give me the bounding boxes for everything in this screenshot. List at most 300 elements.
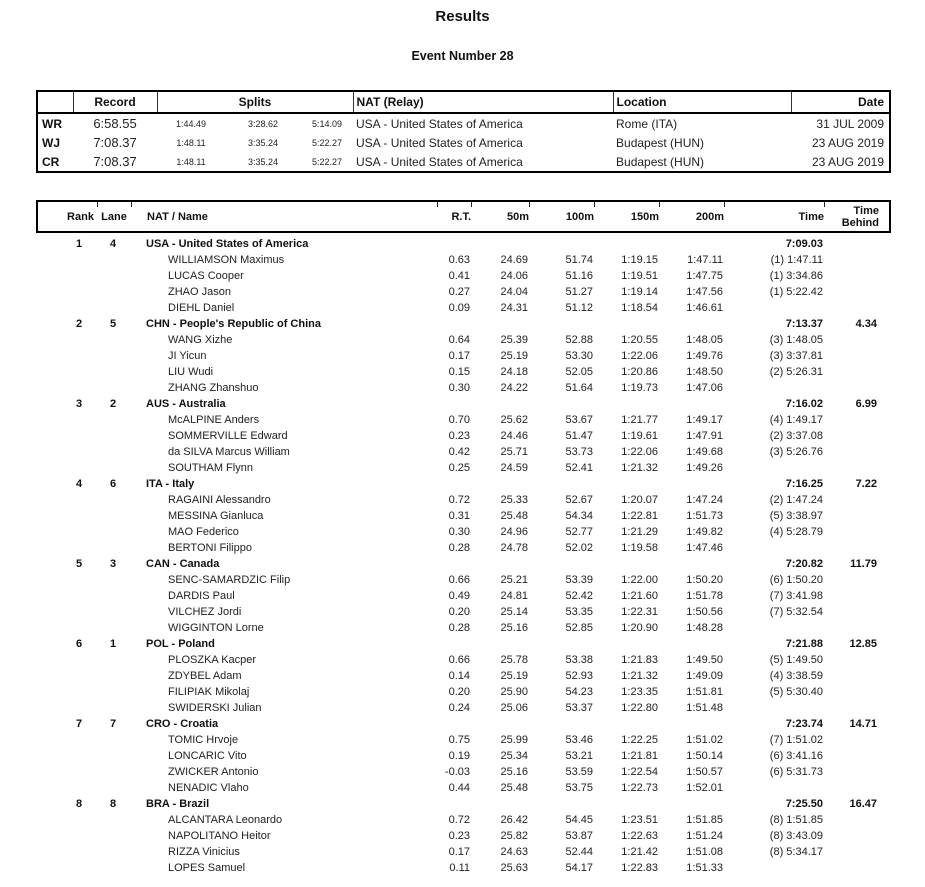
swimmer-name-cell: JI Yicun: [168, 350, 207, 362]
swimmer-rank-cell: [36, 604, 96, 620]
swimmer-rank-cell: [36, 300, 96, 316]
swimmer-200m-cell: 1:51.85: [686, 814, 723, 826]
record-header-row: [37, 91, 890, 113]
team-50m-cell: [470, 556, 528, 572]
swimmer-200m-cell: 1:48.50: [686, 366, 723, 378]
swimmer-rank-cell: [36, 284, 96, 300]
team-lane-cell: 6: [109, 478, 117, 490]
swimmer-rank-cell: [36, 412, 96, 428]
swimmer-row: [36, 764, 889, 780]
swimmer-100m-cell: 52.42: [565, 590, 593, 602]
swimmer-cumulative-time-cell: (4) 1:49.17: [769, 414, 823, 426]
swimmer-row: [36, 780, 889, 796]
swimmer-rank-cell: [36, 460, 96, 476]
swimmer-lane-cell: [96, 764, 130, 780]
swimmer-50m-cell: 24.81: [500, 590, 528, 602]
swimmer-150m-cell: 1:22.25: [621, 734, 658, 746]
swimmer-lane-cell: [96, 700, 130, 716]
record-date: 31 JUL 2009: [816, 116, 885, 131]
swimmer-150m-cell: 1:22.31: [621, 606, 658, 618]
swimmer-row: [36, 812, 889, 828]
swimmer-100m-cell: 51.47: [565, 430, 593, 442]
swimmer-100m-cell: 53.87: [565, 830, 593, 842]
swimmer-cumulative-time-cell: (5) 3:38.97: [769, 510, 823, 522]
record-split-1: 1:44.49: [175, 118, 207, 129]
swimmer-rt-cell: 0.72: [448, 494, 470, 506]
swimmer-100m-cell: 54.45: [565, 814, 593, 826]
swimmer-name-cell: ZDYBEL Adam: [168, 670, 242, 682]
team-200m-cell: [658, 556, 723, 572]
swimmer-time-behind-cell: [823, 444, 889, 460]
team-time-behind-cell: 11.79: [850, 558, 877, 570]
swimmer-row: [36, 652, 889, 668]
swimmer-rt-cell: 0.30: [448, 526, 470, 538]
swimmer-150m-cell: 1:22.83: [621, 862, 658, 874]
swimmer-rank-cell: [36, 268, 96, 284]
swimmer-row: [36, 604, 889, 620]
swimmer-200m-cell: 1:51.33: [686, 862, 723, 874]
swimmer-time-behind-cell: [823, 380, 889, 396]
swimmer-200m-cell: 1:49.50: [686, 654, 723, 666]
swimmer-150m-cell: 1:19.14: [621, 286, 658, 298]
swimmer-row: [36, 332, 889, 348]
swimmer-200m-cell: 1:51.08: [686, 846, 723, 858]
team-150m-cell: [593, 716, 658, 732]
swimmer-row: [36, 492, 889, 508]
team-name-cell: AUS - Australia: [146, 398, 226, 410]
record-split-3: 5:22.27: [311, 137, 343, 148]
team-lane-cell: 5: [109, 318, 117, 330]
swimmer-cumulative-time-cell: (7) 1:51.02: [769, 734, 823, 746]
record-row-wj: [37, 133, 890, 152]
swimmer-rank-cell: [36, 764, 96, 780]
team-rt-cell: [436, 716, 470, 732]
swimmer-cumulative-time-cell: (5) 5:30.40: [769, 686, 823, 698]
swimmer-150m-cell: 1:21.32: [621, 670, 658, 682]
swimmer-time-behind-cell: [823, 812, 889, 828]
swimmer-name-cell: SENC-SAMARDZIC Filip: [168, 574, 291, 586]
team-100m-cell: [528, 476, 593, 492]
team-time-cell: 7:21.88: [785, 638, 823, 650]
team-time-cell: 7:25.50: [785, 798, 823, 810]
swimmer-150m-cell: 1:22.63: [621, 830, 658, 842]
swimmer-cumulative-time-cell: (7) 3:41.98: [769, 590, 823, 602]
team-name-cell: POL - Poland: [146, 638, 215, 650]
team-150m-cell: [593, 236, 658, 252]
swimmer-cumulative-time-cell: (6) 1:50.20: [769, 574, 823, 586]
team-50m-cell: [470, 236, 528, 252]
team-time-behind-cell: [823, 236, 889, 252]
swimmer-rank-cell: [36, 492, 96, 508]
swimmer-rt-cell: 0.30: [448, 382, 470, 394]
swimmer-name-cell: LUCAS Cooper: [168, 270, 244, 282]
swimmer-150m-cell: 1:20.55: [621, 334, 658, 346]
swimmer-name-cell: NENADIC Vlaho: [168, 782, 249, 794]
swimmer-name-cell: LIU Wudi: [168, 366, 214, 378]
team-200m-cell: [658, 476, 723, 492]
swimmer-rank-cell: [36, 524, 96, 540]
swimmer-time-behind-cell: [823, 652, 889, 668]
swimmer-150m-cell: 1:20.86: [621, 366, 658, 378]
swimmer-row: [36, 572, 889, 588]
swimmer-200m-cell: 1:50.20: [686, 574, 723, 586]
swimmer-200m-cell: 1:47.06: [686, 382, 723, 394]
swimmer-150m-cell: 1:22.81: [621, 510, 658, 522]
swimmer-rt-cell: 0.11: [449, 862, 470, 874]
record-header-location: Location: [613, 91, 791, 113]
swimmer-name-cell: RAGAINI Alessandro: [168, 494, 271, 506]
swimmer-name-cell: SOUTHAM Flynn: [168, 462, 253, 474]
swimmer-name-cell: MAO Federico: [168, 526, 239, 538]
results-header-time-behind: [824, 201, 890, 232]
swimmer-200m-cell: 1:48.05: [686, 334, 723, 346]
swimmer-name-cell: BERTONI Filippo: [168, 542, 252, 554]
swimmer-time-behind-cell: [823, 524, 889, 540]
team-lane-cell: 3: [109, 558, 117, 570]
record-row-cr: [37, 152, 890, 172]
swimmer-cumulative-time-cell: (1) 5:22.42: [769, 286, 823, 298]
swimmer-cumulative-time-cell: (2) 3:37.08: [769, 430, 823, 442]
swimmer-lane-cell: [96, 572, 130, 588]
team-row: [36, 476, 889, 492]
team-50m-cell: [470, 796, 528, 812]
swimmer-name-cell: ZHANG Zhanshuo: [168, 382, 259, 394]
record-time: 7:08.37: [93, 135, 137, 150]
swimmer-200m-cell: 1:50.56: [686, 606, 723, 618]
swimmer-rank-cell: [36, 812, 96, 828]
team-lane-cell: 4: [109, 238, 117, 250]
swimmer-200m-cell: 1:51.48: [686, 702, 723, 714]
swimmer-50m-cell: 25.33: [500, 494, 528, 506]
swimmer-rt-cell: 0.15: [448, 366, 470, 378]
swimmer-cumulative-time-cell: (8) 5:34.17: [769, 846, 823, 858]
team-time-cell: 7:09.03: [785, 238, 823, 250]
swimmer-cumulative-time-cell: (3) 3:37.81: [769, 350, 823, 362]
swimmer-lane-cell: [96, 348, 130, 364]
swimmer-150m-cell: 1:23.51: [621, 814, 658, 826]
swimmer-name-cell: da SILVA Marcus William: [168, 446, 290, 458]
swimmer-lane-cell: [96, 380, 130, 396]
swimmer-rt-cell: 0.17: [448, 846, 470, 858]
team-rank-cell: 1: [75, 238, 83, 250]
swimmer-200m-cell: 1:48.28: [686, 622, 723, 634]
team-time-cell: 7:16.25: [785, 478, 823, 490]
team-time-cell: 7:20.82: [785, 558, 823, 570]
team-name-cell: USA - United States of America: [146, 238, 309, 250]
swimmer-cumulative-time-cell: (6) 5:31.73: [769, 766, 823, 778]
results-header-150m: 150m: [594, 201, 659, 232]
swimmer-100m-cell: 54.17: [565, 862, 593, 874]
swimmer-row: [36, 444, 889, 460]
swimmer-cumulative-time-cell: [723, 380, 823, 396]
swimmer-50m-cell: 25.62: [500, 414, 528, 426]
swimmer-row: [36, 364, 889, 380]
swimmer-name-cell: PLOSZKA Kacper: [168, 654, 257, 666]
record-location: Rome (ITA): [616, 116, 678, 131]
swimmer-cumulative-time-cell: (7) 5:32.54: [769, 606, 823, 618]
record-header-splits: Splits: [157, 91, 353, 113]
swimmer-150m-cell: 1:22.80: [621, 702, 658, 714]
swimmer-100m-cell: 52.05: [565, 366, 593, 378]
swimmer-rank-cell: [36, 620, 96, 636]
swimmer-rank-cell: [36, 780, 96, 796]
results-header-50m: 50m: [471, 201, 529, 232]
swimmer-rt-cell: -0.03: [444, 766, 470, 778]
swimmer-50m-cell: 24.31: [500, 302, 528, 314]
swimmer-200m-cell: 1:50.14: [686, 750, 723, 762]
team-rt-cell: [436, 236, 470, 252]
swimmer-cumulative-time-cell: (4) 5:28.79: [769, 526, 823, 538]
swimmer-lane-cell: [96, 332, 130, 348]
swimmer-50m-cell: 24.59: [500, 462, 528, 474]
record-nat: USA - United States of America: [356, 154, 523, 169]
results-header-rank: Rank: [67, 210, 94, 223]
team-rank-cell: 6: [75, 638, 83, 650]
swimmer-100m-cell: 54.23: [565, 686, 593, 698]
swimmer-lane-cell: [96, 252, 130, 268]
swimmer-lane-cell: [96, 492, 130, 508]
swimmer-row: [36, 700, 889, 716]
swimmer-row: [36, 412, 889, 428]
swimmer-time-behind-cell: [823, 604, 889, 620]
team-rank-cell: 7: [75, 718, 83, 730]
swimmer-rt-cell: 0.17: [448, 350, 470, 362]
swimmer-150m-cell: 1:21.42: [621, 846, 658, 858]
swimmer-rt-cell: 0.25: [448, 462, 470, 474]
swimmer-cumulative-time-cell: [723, 780, 823, 796]
swimmer-rank-cell: [36, 380, 96, 396]
swimmer-rt-cell: 0.72: [448, 814, 470, 826]
swimmer-150m-cell: 1:21.81: [621, 750, 658, 762]
team-lane-cell: 7: [109, 718, 117, 730]
swimmer-row: [36, 844, 889, 860]
swimmer-50m-cell: 25.34: [500, 750, 528, 762]
record-date: 23 AUG 2019: [811, 135, 885, 150]
team-time-cell: 7:13.37: [785, 318, 823, 330]
record-split-1: 1:48.11: [176, 156, 206, 167]
team-row: [36, 236, 889, 252]
swimmer-50m-cell: 24.04: [500, 286, 528, 298]
record-header-date: Date: [791, 91, 890, 113]
swimmer-cumulative-time-cell: (5) 1:49.50: [769, 654, 823, 666]
swimmer-rt-cell: 0.70: [448, 414, 470, 426]
swimmer-rt-cell: 0.66: [448, 654, 470, 666]
team-200m-cell: [658, 636, 723, 652]
swimmer-150m-cell: 1:21.29: [621, 526, 658, 538]
swimmer-50m-cell: 25.48: [500, 782, 528, 794]
swimmer-200m-cell: 1:50.57: [686, 766, 723, 778]
team-rt-cell: [436, 636, 470, 652]
record-split-3: 5:22.27: [311, 156, 343, 167]
swimmer-cumulative-time-cell: [723, 540, 823, 556]
swimmer-cumulative-time-cell: (2) 1:47.24: [769, 494, 823, 506]
swimmer-200m-cell: 1:49.26: [686, 462, 723, 474]
swimmer-50m-cell: 25.19: [500, 670, 528, 682]
team-name-cell: CHN - People's Republic of China: [146, 318, 321, 330]
team-row: [36, 316, 889, 332]
record-time: 7:08.37: [93, 154, 137, 169]
record-label: CR: [42, 154, 60, 169]
team-lane-cell: 8: [109, 798, 117, 810]
team-time-cell: 7:23.74: [785, 718, 823, 730]
swimmer-lane-cell: [96, 268, 130, 284]
swimmer-150m-cell: 1:21.32: [621, 462, 658, 474]
team-rt-cell: [436, 476, 470, 492]
swimmer-time-behind-cell: [823, 668, 889, 684]
swimmer-cumulative-time-cell: [723, 460, 823, 476]
swimmer-rt-cell: 0.63: [448, 254, 470, 266]
swimmer-200m-cell: 1:49.68: [686, 446, 723, 458]
swimmer-50m-cell: 24.78: [500, 542, 528, 554]
swimmer-rank-cell: [36, 332, 96, 348]
swimmer-rank-cell: [36, 428, 96, 444]
swimmer-50m-cell: 24.18: [500, 366, 528, 378]
swimmer-row: [36, 668, 889, 684]
team-time-behind-cell: 4.34: [855, 318, 877, 330]
team-time-behind-cell: 7.22: [855, 478, 877, 490]
swimmer-lane-cell: [96, 428, 130, 444]
record-label: WR: [42, 116, 62, 131]
team-lane-cell: 2: [109, 398, 117, 410]
team-time-behind-cell: 14.71: [849, 718, 877, 730]
swimmer-rank-cell: [36, 364, 96, 380]
swimmer-rt-cell: 0.14: [448, 670, 470, 682]
swimmer-150m-cell: 1:19.73: [621, 382, 658, 394]
swimmer-row: [36, 860, 889, 876]
swimmer-lane-cell: [96, 668, 130, 684]
swimmer-row: [36, 284, 889, 300]
swimmer-100m-cell: 51.16: [565, 270, 593, 282]
swimmer-row: [36, 268, 889, 284]
record-location: Budapest (HUN): [616, 154, 705, 169]
team-rank-cell: 4: [75, 478, 83, 490]
team-50m-cell: [470, 716, 528, 732]
swimmer-lane-cell: [96, 748, 130, 764]
swimmer-row: [36, 732, 889, 748]
swimmer-150m-cell: 1:21.60: [621, 590, 658, 602]
swimmer-50m-cell: 24.69: [500, 254, 528, 266]
swimmer-100m-cell: 52.85: [565, 622, 593, 634]
swimmer-row: [36, 428, 889, 444]
swimmer-time-behind-cell: [823, 252, 889, 268]
swimmer-rank-cell: [36, 748, 96, 764]
swimmer-row: [36, 524, 889, 540]
swimmer-rt-cell: 0.66: [448, 574, 470, 586]
swimmer-100m-cell: 53.37: [565, 702, 593, 714]
swimmer-name-cell: DARDIS Paul: [168, 590, 235, 602]
swimmer-100m-cell: 51.27: [565, 286, 593, 298]
swimmer-time-behind-cell: [823, 748, 889, 764]
swimmer-200m-cell: 1:47.11: [687, 254, 723, 266]
swimmer-row: [36, 252, 889, 268]
swimmer-200m-cell: 1:47.46: [686, 542, 723, 554]
swimmer-time-behind-cell: [823, 764, 889, 780]
swimmer-rt-cell: 0.75: [448, 734, 470, 746]
results-header-time: Time: [724, 201, 824, 232]
swimmer-100m-cell: 53.38: [565, 654, 593, 666]
team-rt-cell: [436, 796, 470, 812]
team-50m-cell: [470, 476, 528, 492]
swimmer-cumulative-time-cell: (8) 3:43.09: [769, 830, 823, 842]
swimmer-100m-cell: 53.59: [565, 766, 593, 778]
swimmer-rt-cell: 0.64: [448, 334, 470, 346]
results-table-header: [36, 200, 891, 233]
swimmer-rank-cell: [36, 540, 96, 556]
swimmer-rank-cell: [36, 828, 96, 844]
swimmer-time-behind-cell: [823, 620, 889, 636]
swimmer-200m-cell: 1:49.76: [686, 350, 723, 362]
swimmer-row: [36, 300, 889, 316]
swimmer-name-cell: DIEHL Daniel: [168, 302, 235, 314]
swimmer-row: [36, 828, 889, 844]
team-100m-cell: [528, 316, 593, 332]
swimmer-time-behind-cell: [823, 348, 889, 364]
swimmer-150m-cell: 1:19.58: [621, 542, 658, 554]
swimmer-name-cell: WIGGINTON Lorne: [168, 622, 264, 634]
swimmer-100m-cell: 51.64: [565, 382, 593, 394]
record-date: 23 AUG 2019: [811, 154, 885, 169]
swimmer-200m-cell: 1:51.73: [686, 510, 723, 522]
swimmer-50m-cell: 25.39: [500, 334, 528, 346]
swimmer-time-behind-cell: [823, 508, 889, 524]
swimmer-name-cell: NAPOLITANO Heitor: [168, 830, 271, 842]
team-time-behind-cell: 12.85: [849, 638, 877, 650]
swimmer-rt-cell: 0.27: [448, 286, 470, 298]
team-150m-cell: [593, 636, 658, 652]
record-nat: USA - United States of America: [356, 135, 523, 150]
swimmer-row: [36, 460, 889, 476]
record-nat: USA - United States of America: [356, 116, 523, 131]
swimmer-cumulative-time-cell: (4) 3:38.59: [769, 670, 823, 682]
swimmer-50m-cell: 24.06: [500, 270, 528, 282]
swimmer-50m-cell: 25.16: [500, 766, 528, 778]
swimmer-150m-cell: 1:21.83: [621, 654, 658, 666]
swimmer-lane-cell: [96, 684, 130, 700]
results-table-body: [36, 236, 889, 876]
swimmer-cumulative-time-cell: [723, 700, 823, 716]
swimmer-name-cell: McALPINE Anders: [168, 414, 260, 426]
swimmer-150m-cell: 1:21.77: [621, 414, 658, 426]
swimmer-time-behind-cell: [823, 364, 889, 380]
team-150m-cell: [593, 316, 658, 332]
team-150m-cell: [593, 476, 658, 492]
swimmer-time-behind-cell: [823, 700, 889, 716]
team-time-behind-cell: 16.47: [849, 798, 877, 810]
swimmer-lane-cell: [96, 620, 130, 636]
record-header-record: Record: [73, 91, 157, 113]
team-time-cell: 7:16.02: [785, 398, 823, 410]
swimmer-200m-cell: 1:49.82: [686, 526, 723, 538]
swimmer-200m-cell: 1:46.61: [686, 302, 723, 314]
record-time: 6:58.55: [93, 116, 137, 131]
swimmer-row: [36, 348, 889, 364]
swimmer-rank-cell: [36, 732, 96, 748]
swimmer-100m-cell: 53.67: [565, 414, 593, 426]
swimmer-50m-cell: 24.46: [500, 430, 528, 442]
swimmer-200m-cell: 1:51.81: [686, 686, 723, 698]
swimmer-100m-cell: 53.73: [565, 446, 593, 458]
swimmer-50m-cell: 25.99: [500, 734, 528, 746]
swimmer-50m-cell: 25.19: [500, 350, 528, 362]
record-split-2: 3:28.62: [247, 118, 279, 129]
results-header-100m: 100m: [529, 201, 594, 232]
swimmer-100m-cell: 53.75: [565, 782, 593, 794]
swimmer-time-behind-cell: [823, 780, 889, 796]
swimmer-rank-cell: [36, 444, 96, 460]
swimmer-150m-cell: 1:18.54: [621, 302, 658, 314]
team-150m-cell: [593, 396, 658, 412]
swimmer-200m-cell: 1:51.78: [686, 590, 723, 602]
